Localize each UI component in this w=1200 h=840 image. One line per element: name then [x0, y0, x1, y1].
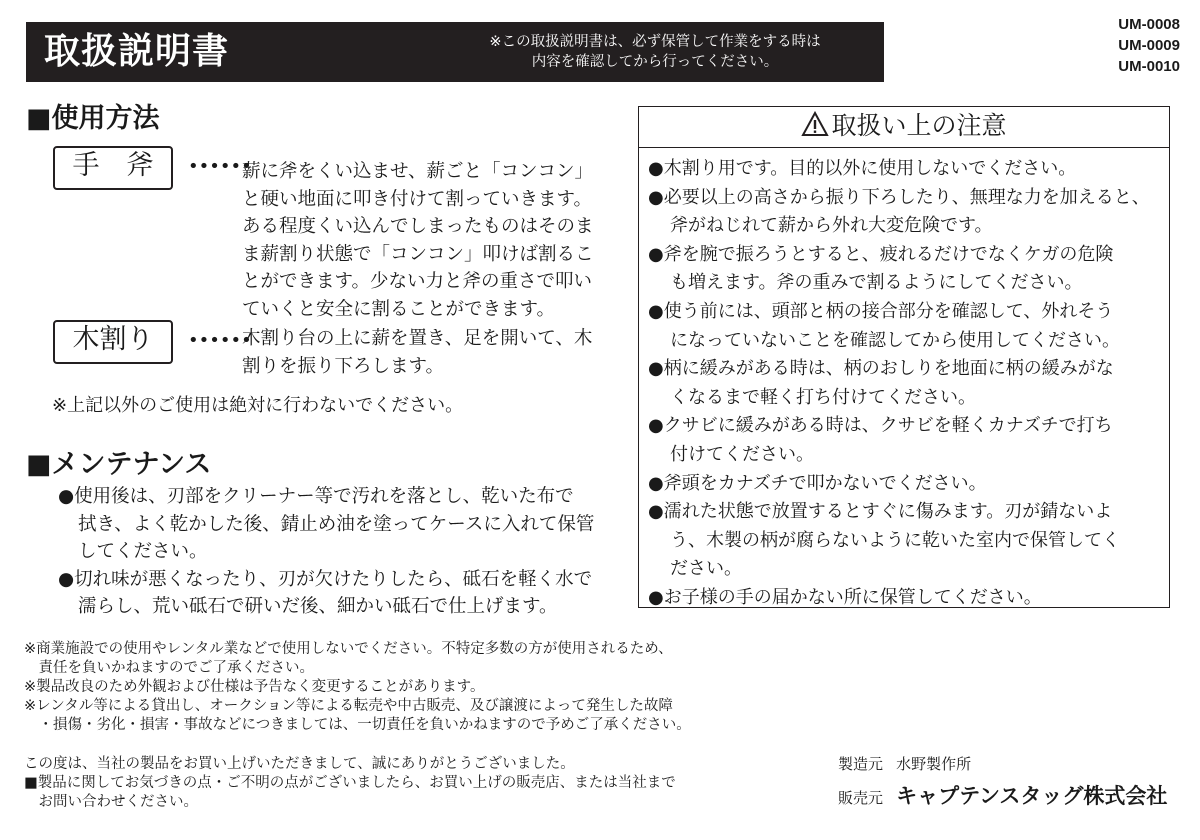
text-line: ●お子様の手の届かない所に保管してください。 [648, 586, 1042, 608]
text-line: ●クサビに緩みがある時は、クサビを軽くカナズチで打ち [648, 415, 1113, 437]
model-code: UM-0008 [1118, 16, 1180, 33]
list-item [648, 241, 1164, 298]
text-line: ま薪割り状態で「コンコン」叩けば割るこ [242, 243, 594, 265]
model-code: UM-0010 [1118, 58, 1180, 75]
footer-notes [24, 640, 824, 735]
seller-label: 販売元 [838, 789, 884, 807]
text-line: と硬い地面に叩き付けて割っていきます。 [242, 188, 593, 210]
text-line: う、木製の柄が腐らないように乾いた室内で保管してく [670, 529, 1120, 551]
text-line: も増えます。斧の重みで割るようにしてください。 [670, 272, 1083, 294]
text-line: 斧がねじれて薪から外れ大変危険です。 [670, 215, 993, 237]
caution-header [638, 106, 1170, 148]
maker-name: 水野製作所 [896, 755, 972, 773]
header-note-line: ※この取扱説明書は、必ず保管して作業をする時は [489, 34, 821, 50]
leader-dots: •••••• [188, 156, 252, 177]
footer-contact [24, 755, 824, 812]
maintenance-list [58, 483, 618, 621]
text-line: ●柄に緩みがある時は、柄のおしりを地面に柄の緩みがな [648, 358, 1114, 380]
model-code: UM-0009 [1118, 37, 1180, 54]
text-line: してください。 [78, 541, 208, 562]
text-line: ●切れ味が悪くなったり、刃が欠けたりしたら、砥石を軽く水で [58, 568, 593, 590]
footer-note: ・損傷・劣化・損害・事故などにつきましては、一切責任を負いかねますので予めご了承ください。 [24, 717, 691, 733]
text-line: ●使う前には、頭部と柄の接合部分を確認して、外れそう [648, 300, 1114, 322]
text-line: とができます。少ない力と斧の重さで叩い [242, 271, 593, 292]
warning-triangle-icon [801, 111, 829, 137]
text-line: 薪に斧をくい込ませ、薪ごと「コンコン」 [242, 161, 593, 182]
text-line: になっていないことを確認してから使用してください。 [670, 329, 1120, 351]
text-line: くなるまで軽く打ち付けてください。 [670, 386, 976, 408]
text-line: 付けてください。 [670, 443, 814, 465]
list-item [58, 566, 618, 621]
header-note [420, 32, 890, 72]
text-line: ●斧を腕で振ろうとすると、疲れるだけでなくケガの危険 [648, 243, 1114, 265]
text-line: ●使用後は、刃部をクリーナー等で汚れを落とし、乾いた布で [58, 486, 574, 507]
text-line: ●濡れた状態で放置するとすぐに傷みます。刃が錆ないよ [648, 501, 1113, 523]
splitting-label: 木割り [53, 320, 173, 364]
text-line: ●木割り用です。目的以外に使用しないでください。 [648, 158, 1077, 179]
caution-title: 取扱い上の注意 [831, 111, 1007, 140]
list-item [648, 155, 1164, 184]
contact-text: ■製品に関してお気づきの点・ご不明の点がございましたら、お買い上げの販売店、または当社まで [24, 775, 676, 791]
axe-label: 手 斧 [53, 146, 173, 190]
footer-note: ※レンタル等による貸出し、オークション等による転売や中古販売、及び譲渡によって発生した故障 [24, 698, 673, 714]
seller-line [838, 783, 1167, 809]
leader-dots: •••••• [188, 330, 252, 351]
text-line: 割りを振り下ろします。 [242, 355, 445, 377]
text-line: ●必要以上の高さから振り下ろしたり、無理な力を加えると、 [648, 186, 1150, 208]
axe-description [242, 158, 622, 323]
footer-note: 責任を負いかねますのでご了承ください。 [24, 660, 314, 676]
company-name: キャプテンスタッグ株式会社 [896, 784, 1168, 808]
caution-list [648, 155, 1164, 613]
list-item [648, 498, 1164, 584]
text-line: ある程度くい込んでしまったものはそのま [242, 216, 594, 237]
footer-note: ※製品改良のため外観および仕様は予告なく変更することがあります。 [24, 679, 485, 695]
header-note-line: 内容を確認してから行ってください。 [531, 54, 779, 70]
maker-line [838, 753, 971, 774]
contact-text: お問い合わせください。 [24, 794, 198, 810]
footer-note: ※商業施設での使用やレンタル業などで使用しないでください。不特定多数の方が使用されるため、 [24, 641, 673, 657]
list-item [648, 584, 1164, 613]
text-line: ●斧頭をカナズチで叩かないでください。 [648, 472, 987, 494]
list-item [648, 184, 1164, 241]
page-title: 取扱説明書 [44, 31, 230, 72]
model-codes [1080, 14, 1180, 77]
list-item [648, 355, 1164, 412]
list-item [648, 470, 1164, 499]
list-item [58, 483, 618, 566]
list-item [648, 412, 1164, 469]
list-item [648, 298, 1164, 355]
text-line: ていくと安全に割ることができます。 [242, 298, 556, 320]
text-line: 拭き、よく乾かした後、錆止め油を塗ってケースに入れて保管 [78, 513, 595, 535]
maintenance-heading: ■メンテナンス [26, 449, 212, 480]
usage-warning: ※上記以外のご使用は絶対に行わないでください。 [52, 395, 464, 416]
text-line: 濡らし、荒い砥石で研いだ後、細かい砥石で仕上げます。 [78, 596, 558, 617]
thanks-text: この度は、当社の製品をお買い上げいただきまして、誠にありがとうございました。 [24, 756, 575, 772]
text-line: ださい。 [670, 558, 742, 580]
text-line: 木割り台の上に薪を置き、足を開いて、木 [242, 328, 593, 349]
splitting-description [242, 325, 622, 380]
maker-label: 製造元 [838, 755, 884, 773]
usage-heading: ■使用方法 [26, 103, 160, 134]
